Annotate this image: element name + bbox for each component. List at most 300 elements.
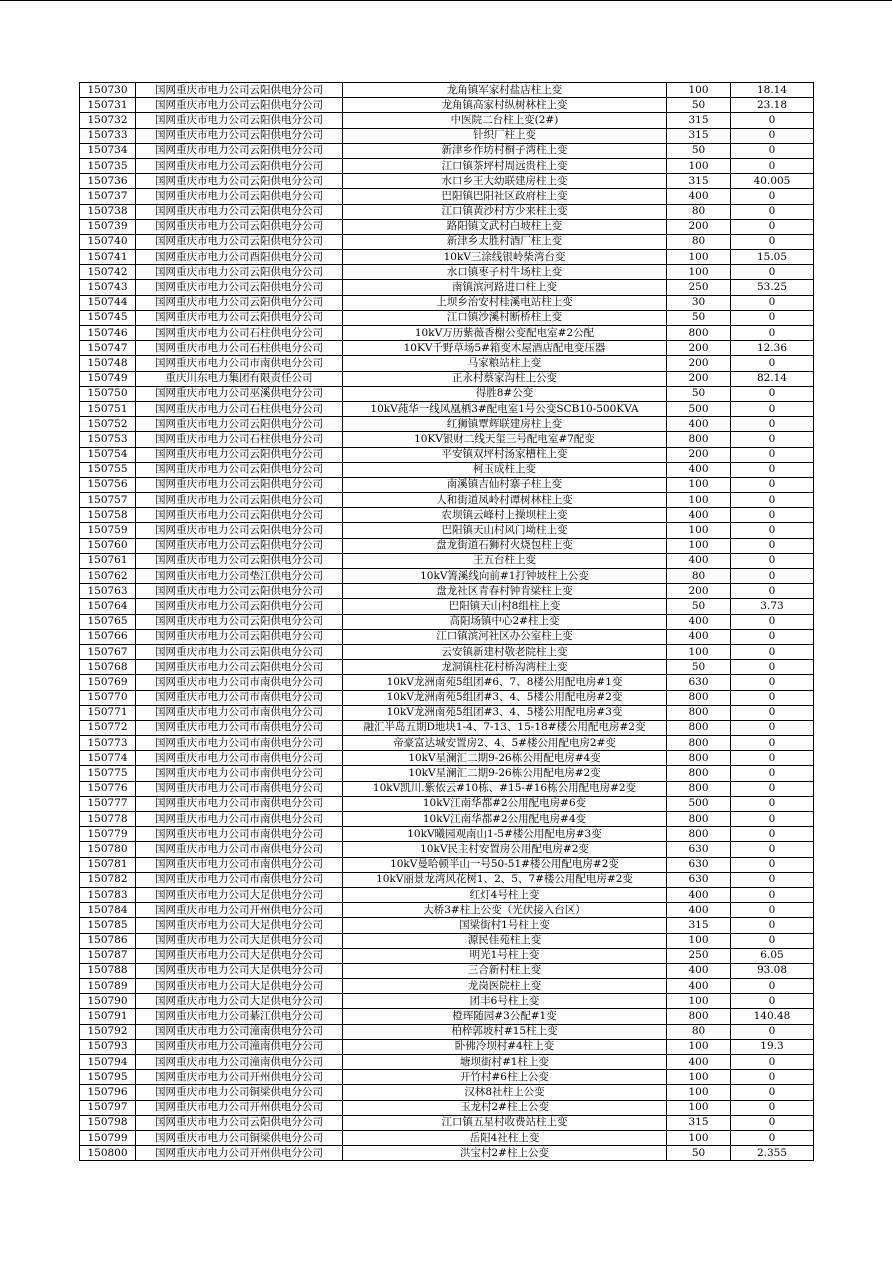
company-cell: 国网重庆市电力公司市南供电分公司 [136, 842, 343, 857]
company-cell: 国网重庆市电力公司云阳供电分公司 [136, 523, 343, 538]
transformer-name-cell: 10kV龙洲南苑5组团#3、4、5楼公用配电房#3变 [343, 705, 667, 720]
table-row [80, 629, 814, 644]
row-id-cell: 150798 [80, 1115, 136, 1130]
company-cell: 国网重庆市电力公司铜梁供电分公司 [136, 1130, 343, 1145]
value-cell: 53.25 [731, 280, 814, 295]
value-cell: 0 [731, 128, 814, 143]
transformer-name-cell: 10kV曦园观南山1-5#楼公用配电房#3变 [343, 827, 667, 842]
company-cell: 国网重庆市电力公司云阳供电分公司 [136, 462, 343, 477]
value-cell: 0 [731, 462, 814, 477]
value-cell: 0 [731, 1085, 814, 1100]
table-row [80, 827, 814, 842]
value-cell: 0 [731, 508, 814, 523]
company-cell: 国网重庆市电力公司云阳供电分公司 [136, 310, 343, 325]
table-row [80, 690, 814, 705]
table-row [80, 1070, 814, 1085]
value-cell: 0 [731, 553, 814, 568]
table-row [80, 1100, 814, 1115]
value-cell: 0 [731, 887, 814, 902]
row-id-cell: 150764 [80, 599, 136, 614]
value-cell: 19.3 [731, 1039, 814, 1054]
capacity-cell: 400 [667, 462, 731, 477]
transformer-name-cell: 龙岗医院柱上变 [343, 979, 667, 994]
transformer-name-cell: 10KV千野草场5#箱变木屋酒店配电变压器 [343, 341, 667, 356]
row-id-cell: 150793 [80, 1039, 136, 1054]
value-cell: 0 [731, 918, 814, 933]
table-row [80, 1085, 814, 1100]
transformer-name-cell: 塘坝街村#1柱上变 [343, 1055, 667, 1070]
row-id-cell: 150784 [80, 903, 136, 918]
capacity-cell: 50 [667, 98, 731, 113]
row-id-cell: 150732 [80, 113, 136, 128]
transformer-name-cell: 正永村蔡家沟柱上公变 [343, 371, 667, 386]
row-id-cell: 150747 [80, 341, 136, 356]
table-row [80, 310, 814, 325]
capacity-cell: 100 [667, 1070, 731, 1085]
table-row [80, 963, 814, 978]
company-cell: 国网重庆市电力公司酉阳供电分公司 [136, 250, 343, 265]
capacity-cell: 50 [667, 599, 731, 614]
company-cell: 国网重庆市电力公司潼南供电分公司 [136, 1039, 343, 1054]
value-cell: 0 [731, 158, 814, 173]
value-cell: 0 [731, 538, 814, 553]
transformer-name-cell: 巴阳镇天山村风门坳柱上变 [343, 523, 667, 538]
table-row [80, 660, 814, 675]
transformer-name-cell: 10kV三涂线银岭柴湾台变 [343, 250, 667, 265]
transformer-name-cell: 中医院二台柱上变(2#) [343, 113, 667, 128]
row-id-cell: 150752 [80, 417, 136, 432]
company-cell: 国网重庆市电力公司云阳供电分公司 [136, 660, 343, 675]
row-id-cell: 150765 [80, 614, 136, 629]
transformer-name-cell: 10kV星澜汇二期9-26栋公用配电房#4变 [343, 751, 667, 766]
capacity-cell: 400 [667, 508, 731, 523]
table-row [80, 736, 814, 751]
transformer-name-cell: 南溪镇吉仙村寨子柱上变 [343, 477, 667, 492]
transformer-name-cell: 上坝乡治安村桂溪电站柱上变 [343, 295, 667, 310]
table-row [80, 1039, 814, 1054]
table-row [80, 356, 814, 371]
value-cell: 0 [731, 584, 814, 599]
company-cell: 国网重庆市电力公司巫溪供电分公司 [136, 386, 343, 401]
capacity-cell: 100 [667, 538, 731, 553]
row-id-cell: 150756 [80, 477, 136, 492]
table-row [80, 523, 814, 538]
transformer-name-cell: 柯玉成柱上变 [343, 462, 667, 477]
table-row [80, 857, 814, 872]
table-row [80, 341, 814, 356]
transformer-name-cell: 针织厂柱上变 [343, 128, 667, 143]
row-id-cell: 150767 [80, 644, 136, 659]
capacity-cell: 800 [667, 720, 731, 735]
transformer-name-cell: 水口镇枣子村牛场柱上变 [343, 265, 667, 280]
capacity-cell: 80 [667, 569, 731, 584]
row-id-cell: 150776 [80, 781, 136, 796]
capacity-cell: 800 [667, 812, 731, 827]
transformer-name-cell: 三合新村柱上变 [343, 963, 667, 978]
value-cell: 0 [731, 903, 814, 918]
capacity-cell: 400 [667, 629, 731, 644]
company-cell: 国网重庆市电力公司云阳供电分公司 [136, 143, 343, 158]
table-row [80, 812, 814, 827]
company-cell: 国网重庆市电力公司市南供电分公司 [136, 705, 343, 720]
row-id-cell: 150750 [80, 386, 136, 401]
table-row [80, 887, 814, 902]
row-id-cell: 150771 [80, 705, 136, 720]
company-cell: 国网重庆市电力公司开州供电分公司 [136, 903, 343, 918]
value-cell: 0 [731, 265, 814, 280]
value-cell: 82.14 [731, 371, 814, 386]
company-cell: 国网重庆市电力公司大足供电分公司 [136, 887, 343, 902]
company-cell: 国网重庆市电力公司云阳供电分公司 [136, 128, 343, 143]
capacity-cell: 400 [667, 417, 731, 432]
value-cell: 0 [731, 796, 814, 811]
transformer-name-cell: 人和街道凤岭村谭树林柱上变 [343, 493, 667, 508]
table-row [80, 1130, 814, 1145]
capacity-cell: 800 [667, 326, 731, 341]
value-cell: 0 [731, 736, 814, 751]
transformer-name-cell: 柏梓郭坡村#15柱上变 [343, 1024, 667, 1039]
table-row [80, 493, 814, 508]
table-row [80, 918, 814, 933]
table-row [80, 1055, 814, 1070]
row-id-cell: 150744 [80, 295, 136, 310]
transformer-name-cell: 10kV龙洲南苑5组团#3、4、5楼公用配电房#2变 [343, 690, 667, 705]
capacity-cell: 400 [667, 553, 731, 568]
company-cell: 国网重庆市电力公司云阳供电分公司 [136, 644, 343, 659]
capacity-cell: 100 [667, 1039, 731, 1054]
company-cell: 国网重庆市电力公司大足供电分公司 [136, 994, 343, 1009]
row-id-cell: 150760 [80, 538, 136, 553]
company-cell: 国网重庆市电力公司云阳供电分公司 [136, 614, 343, 629]
value-cell: 0 [731, 812, 814, 827]
capacity-cell: 100 [667, 523, 731, 538]
company-cell: 国网重庆市电力公司云阳供电分公司 [136, 265, 343, 280]
transformer-name-cell: 玉龙村2#柱上公变 [343, 1100, 667, 1115]
value-cell: 6.05 [731, 948, 814, 963]
value-cell: 18.14 [731, 83, 814, 98]
company-cell: 国网重庆市电力公司开州供电分公司 [136, 1146, 343, 1161]
value-cell: 0 [731, 751, 814, 766]
row-id-cell: 150740 [80, 234, 136, 249]
value-cell: 0 [731, 493, 814, 508]
row-id-cell: 150773 [80, 736, 136, 751]
table-row [80, 219, 814, 234]
company-cell: 国网重庆市电力公司云阳供电分公司 [136, 189, 343, 204]
company-cell: 国网重庆市电力公司云阳供电分公司 [136, 280, 343, 295]
capacity-cell: 800 [667, 705, 731, 720]
capacity-cell: 100 [667, 1085, 731, 1100]
transformer-name-cell: 明光1号柱上变 [343, 948, 667, 963]
capacity-cell: 100 [667, 158, 731, 173]
transformer-name-cell: 平安镇双坪村汤家槽柱上变 [343, 447, 667, 462]
company-cell: 国网重庆市电力公司市南供电分公司 [136, 796, 343, 811]
row-id-cell: 150763 [80, 584, 136, 599]
table-row [80, 265, 814, 280]
capacity-cell: 50 [667, 660, 731, 675]
company-cell: 国网重庆市电力公司垫江供电分公司 [136, 569, 343, 584]
company-cell: 国网重庆市电力公司云阳供电分公司 [136, 219, 343, 234]
capacity-cell: 100 [667, 994, 731, 1009]
row-id-cell: 150797 [80, 1100, 136, 1115]
row-id-cell: 150792 [80, 1024, 136, 1039]
value-cell: 0 [731, 872, 814, 887]
capacity-cell: 100 [667, 1100, 731, 1115]
capacity-cell: 100 [667, 83, 731, 98]
company-cell: 国网重庆市电力公司石柱供电分公司 [136, 326, 343, 341]
transformer-name-cell: 红狮镇覃辉联建房柱上变 [343, 417, 667, 432]
capacity-cell: 200 [667, 584, 731, 599]
capacity-cell: 50 [667, 310, 731, 325]
value-cell: 0 [731, 401, 814, 416]
transformer-name-cell: 高阳场镇中心2#柱上变 [343, 614, 667, 629]
capacity-cell: 50 [667, 143, 731, 158]
value-cell: 0 [731, 569, 814, 584]
row-id-cell: 150762 [80, 569, 136, 584]
transformer-name-cell: 国梁街村1号柱上变 [343, 918, 667, 933]
value-cell: 0 [731, 386, 814, 401]
row-id-cell: 150778 [80, 812, 136, 827]
row-id-cell: 150758 [80, 508, 136, 523]
company-cell: 国网重庆市电力公司市南供电分公司 [136, 766, 343, 781]
transformer-name-cell: 10kV莼华一线风凰栖3#配电室1号公变SCB10-500KVA [343, 401, 667, 416]
table-row [80, 644, 814, 659]
transformer-name-cell: 马家粮站柱上变 [343, 356, 667, 371]
value-cell: 0 [731, 827, 814, 842]
value-cell: 0 [731, 204, 814, 219]
transformer-name-cell: 新津乡作坊村桐子湾柱上变 [343, 143, 667, 158]
company-cell: 国网重庆市电力公司铜梁供电分公司 [136, 1085, 343, 1100]
row-id-cell: 150789 [80, 979, 136, 994]
transformer-name-cell: 源民佳苑柱上变 [343, 933, 667, 948]
company-cell: 国网重庆市电力公司大足供电分公司 [136, 963, 343, 978]
transformer-name-cell: 10kV龙洲南苑5组团#6、7、8楼公用配电房#1变 [343, 675, 667, 690]
table-row [80, 83, 814, 98]
value-cell: 0 [731, 234, 814, 249]
table-row [80, 614, 814, 629]
row-id-cell: 150754 [80, 447, 136, 462]
value-cell: 0 [731, 994, 814, 1009]
transformer-name-cell: 10kV星澜汇二期9-26栋公用配电房#2变 [343, 766, 667, 781]
row-id-cell: 150774 [80, 751, 136, 766]
capacity-cell: 200 [667, 341, 731, 356]
table-row [80, 432, 814, 447]
transformer-name-cell: 10KV银财二线天玺三号配电室#7配变 [343, 432, 667, 447]
capacity-cell: 200 [667, 356, 731, 371]
capacity-cell: 400 [667, 189, 731, 204]
company-cell: 国网重庆市电力公司云阳供电分公司 [136, 204, 343, 219]
value-cell: 0 [731, 690, 814, 705]
company-cell: 国网重庆市电力公司云阳供电分公司 [136, 477, 343, 492]
company-cell: 国网重庆市电力公司云阳供电分公司 [136, 553, 343, 568]
table-row [80, 538, 814, 553]
page-top-rule [0, 0, 892, 1]
transformer-name-cell: 盘龙街道石狮村火烧包柱上变 [343, 538, 667, 553]
row-id-cell: 150733 [80, 128, 136, 143]
company-cell: 国网重庆市电力公司云阳供电分公司 [136, 174, 343, 189]
table-row [80, 98, 814, 113]
row-id-cell: 150745 [80, 310, 136, 325]
company-cell: 国网重庆市电力公司潼南供电分公司 [136, 1024, 343, 1039]
row-id-cell: 150766 [80, 629, 136, 644]
table-row [80, 1009, 814, 1024]
capacity-cell: 315 [667, 174, 731, 189]
row-id-cell: 150782 [80, 872, 136, 887]
table-row [80, 979, 814, 994]
company-cell: 国网重庆市电力公司云阳供电分公司 [136, 629, 343, 644]
capacity-cell: 400 [667, 614, 731, 629]
value-cell: 0 [731, 113, 814, 128]
value-cell: 0 [731, 417, 814, 432]
company-cell: 国网重庆市电力公司大足供电分公司 [136, 918, 343, 933]
company-cell: 国网重庆市电力公司云阳供电分公司 [136, 1115, 343, 1130]
value-cell: 140.48 [731, 1009, 814, 1024]
transformer-name-cell: 汉林8社柱上公变 [343, 1085, 667, 1100]
row-id-cell: 150794 [80, 1055, 136, 1070]
row-id-cell: 150755 [80, 462, 136, 477]
capacity-cell: 100 [667, 493, 731, 508]
table-row [80, 295, 814, 310]
table-row [80, 994, 814, 1009]
value-cell: 40.005 [731, 174, 814, 189]
transformer-name-cell: 10kV箐溪线向前#1打钟坡柱上公变 [343, 569, 667, 584]
row-id-cell: 150748 [80, 356, 136, 371]
row-id-cell: 150799 [80, 1130, 136, 1145]
transformer-name-cell: 岳阳4社柱上变 [343, 1130, 667, 1145]
value-cell: 0 [731, 432, 814, 447]
capacity-cell: 800 [667, 736, 731, 751]
transformer-name-cell: 得胜8#公变 [343, 386, 667, 401]
company-cell: 国网重庆市电力公司石柱供电分公司 [136, 401, 343, 416]
transformer-name-cell: 10kV曼哈顿半山一号50-51#楼公用配电房#2变 [343, 857, 667, 872]
company-cell: 国网重庆市电力公司云阳供电分公司 [136, 158, 343, 173]
transformer-name-cell: 龙洞镇柱花村桥沟湾柱上变 [343, 660, 667, 675]
company-cell: 国网重庆市电力公司市南供电分公司 [136, 872, 343, 887]
value-cell: 23.18 [731, 98, 814, 113]
value-cell: 0 [731, 629, 814, 644]
value-cell: 0 [731, 720, 814, 735]
capacity-cell: 250 [667, 280, 731, 295]
row-id-cell: 150795 [80, 1070, 136, 1085]
capacity-cell: 200 [667, 219, 731, 234]
row-id-cell: 150734 [80, 143, 136, 158]
row-id-cell: 150791 [80, 1009, 136, 1024]
value-cell: 0 [731, 660, 814, 675]
capacity-cell: 800 [667, 766, 731, 781]
row-id-cell: 150737 [80, 189, 136, 204]
row-id-cell: 150749 [80, 371, 136, 386]
transformer-name-cell: 路阳镇文武村白坡柱上变 [343, 219, 667, 234]
transformer-name-cell: 江口镇黄沙村方少来柱上变 [343, 204, 667, 219]
capacity-cell: 630 [667, 872, 731, 887]
row-id-cell: 150770 [80, 690, 136, 705]
row-id-cell: 150780 [80, 842, 136, 857]
value-cell: 0 [731, 979, 814, 994]
transformer-name-cell: 团丰6号柱上变 [343, 994, 667, 1009]
capacity-cell: 315 [667, 918, 731, 933]
capacity-cell: 800 [667, 690, 731, 705]
table-row [80, 234, 814, 249]
capacity-cell: 200 [667, 371, 731, 386]
transformer-name-cell: 龙角镇高家村纵树林柱上变 [343, 98, 667, 113]
transformer-name-cell: 江口镇沙溪村断桥柱上变 [343, 310, 667, 325]
value-cell: 0 [731, 842, 814, 857]
company-cell: 国网重庆市电力公司云阳供电分公司 [136, 538, 343, 553]
company-cell: 国网重庆市电力公司石柱供电分公司 [136, 341, 343, 356]
transformer-name-cell: 洪宝村2#柱上公变 [343, 1146, 667, 1161]
company-cell: 国网重庆市电力公司云阳供电分公司 [136, 584, 343, 599]
table-row [80, 250, 814, 265]
capacity-cell: 50 [667, 386, 731, 401]
row-id-cell: 150742 [80, 265, 136, 280]
transformer-table [79, 82, 814, 1161]
company-cell: 国网重庆市电力公司云阳供电分公司 [136, 113, 343, 128]
transformer-name-cell: 融汇半岛五期D地块1-4、7-13、15-18#楼公用配电房#2变 [343, 720, 667, 735]
company-cell: 国网重庆市电力公司云阳供电分公司 [136, 508, 343, 523]
company-cell: 国网重庆市电力公司綦江供电分公司 [136, 1009, 343, 1024]
value-cell: 3.73 [731, 599, 814, 614]
value-cell: 0 [731, 614, 814, 629]
row-id-cell: 150781 [80, 857, 136, 872]
capacity-cell: 80 [667, 234, 731, 249]
table-row [80, 599, 814, 614]
value-cell: 0 [731, 310, 814, 325]
row-id-cell: 150779 [80, 827, 136, 842]
transformer-name-cell: 巴阳镇巴阳社区政府柱上变 [343, 189, 667, 204]
value-cell: 12.36 [731, 341, 814, 356]
row-id-cell: 150790 [80, 994, 136, 1009]
table-row [80, 1115, 814, 1130]
company-cell: 国网重庆市电力公司市南供电分公司 [136, 720, 343, 735]
company-cell: 国网重庆市电力公司市南供电分公司 [136, 857, 343, 872]
row-id-cell: 150743 [80, 280, 136, 295]
value-cell: 0 [731, 189, 814, 204]
value-cell: 0 [731, 356, 814, 371]
company-cell: 国网重庆市电力公司市南供电分公司 [136, 675, 343, 690]
table-row [80, 842, 814, 857]
value-cell: 0 [731, 1100, 814, 1115]
table-row [80, 705, 814, 720]
transformer-name-cell: 10kV民主村安置房公用配电房#2变 [343, 842, 667, 857]
row-id-cell: 150800 [80, 1146, 136, 1161]
value-cell: 0 [731, 857, 814, 872]
row-id-cell: 150741 [80, 250, 136, 265]
table-row [80, 751, 814, 766]
row-id-cell: 150761 [80, 553, 136, 568]
row-id-cell: 150730 [80, 83, 136, 98]
value-cell: 0 [731, 1055, 814, 1070]
row-id-cell: 150753 [80, 432, 136, 447]
transformer-name-cell: 红灯4号柱上变 [343, 887, 667, 902]
capacity-cell: 100 [667, 933, 731, 948]
row-id-cell: 150772 [80, 720, 136, 735]
capacity-cell: 315 [667, 1115, 731, 1130]
capacity-cell: 630 [667, 675, 731, 690]
table-row [80, 872, 814, 887]
value-cell: 0 [731, 675, 814, 690]
table-row [80, 401, 814, 416]
row-id-cell: 150738 [80, 204, 136, 219]
transformer-name-cell: 橙珲随园#3公配#1变 [343, 1009, 667, 1024]
row-id-cell: 150746 [80, 326, 136, 341]
table-row [80, 933, 814, 948]
transformer-name-cell: 云安镇新建村敬老院柱上变 [343, 644, 667, 659]
row-id-cell: 150735 [80, 158, 136, 173]
transformer-name-cell: 江口镇五星村收费站柱上变 [343, 1115, 667, 1130]
table-row [80, 204, 814, 219]
transformer-name-cell: 开竹村#6柱上公变 [343, 1070, 667, 1085]
capacity-cell: 80 [667, 1024, 731, 1039]
company-cell: 国网重庆市电力公司云阳供电分公司 [136, 447, 343, 462]
